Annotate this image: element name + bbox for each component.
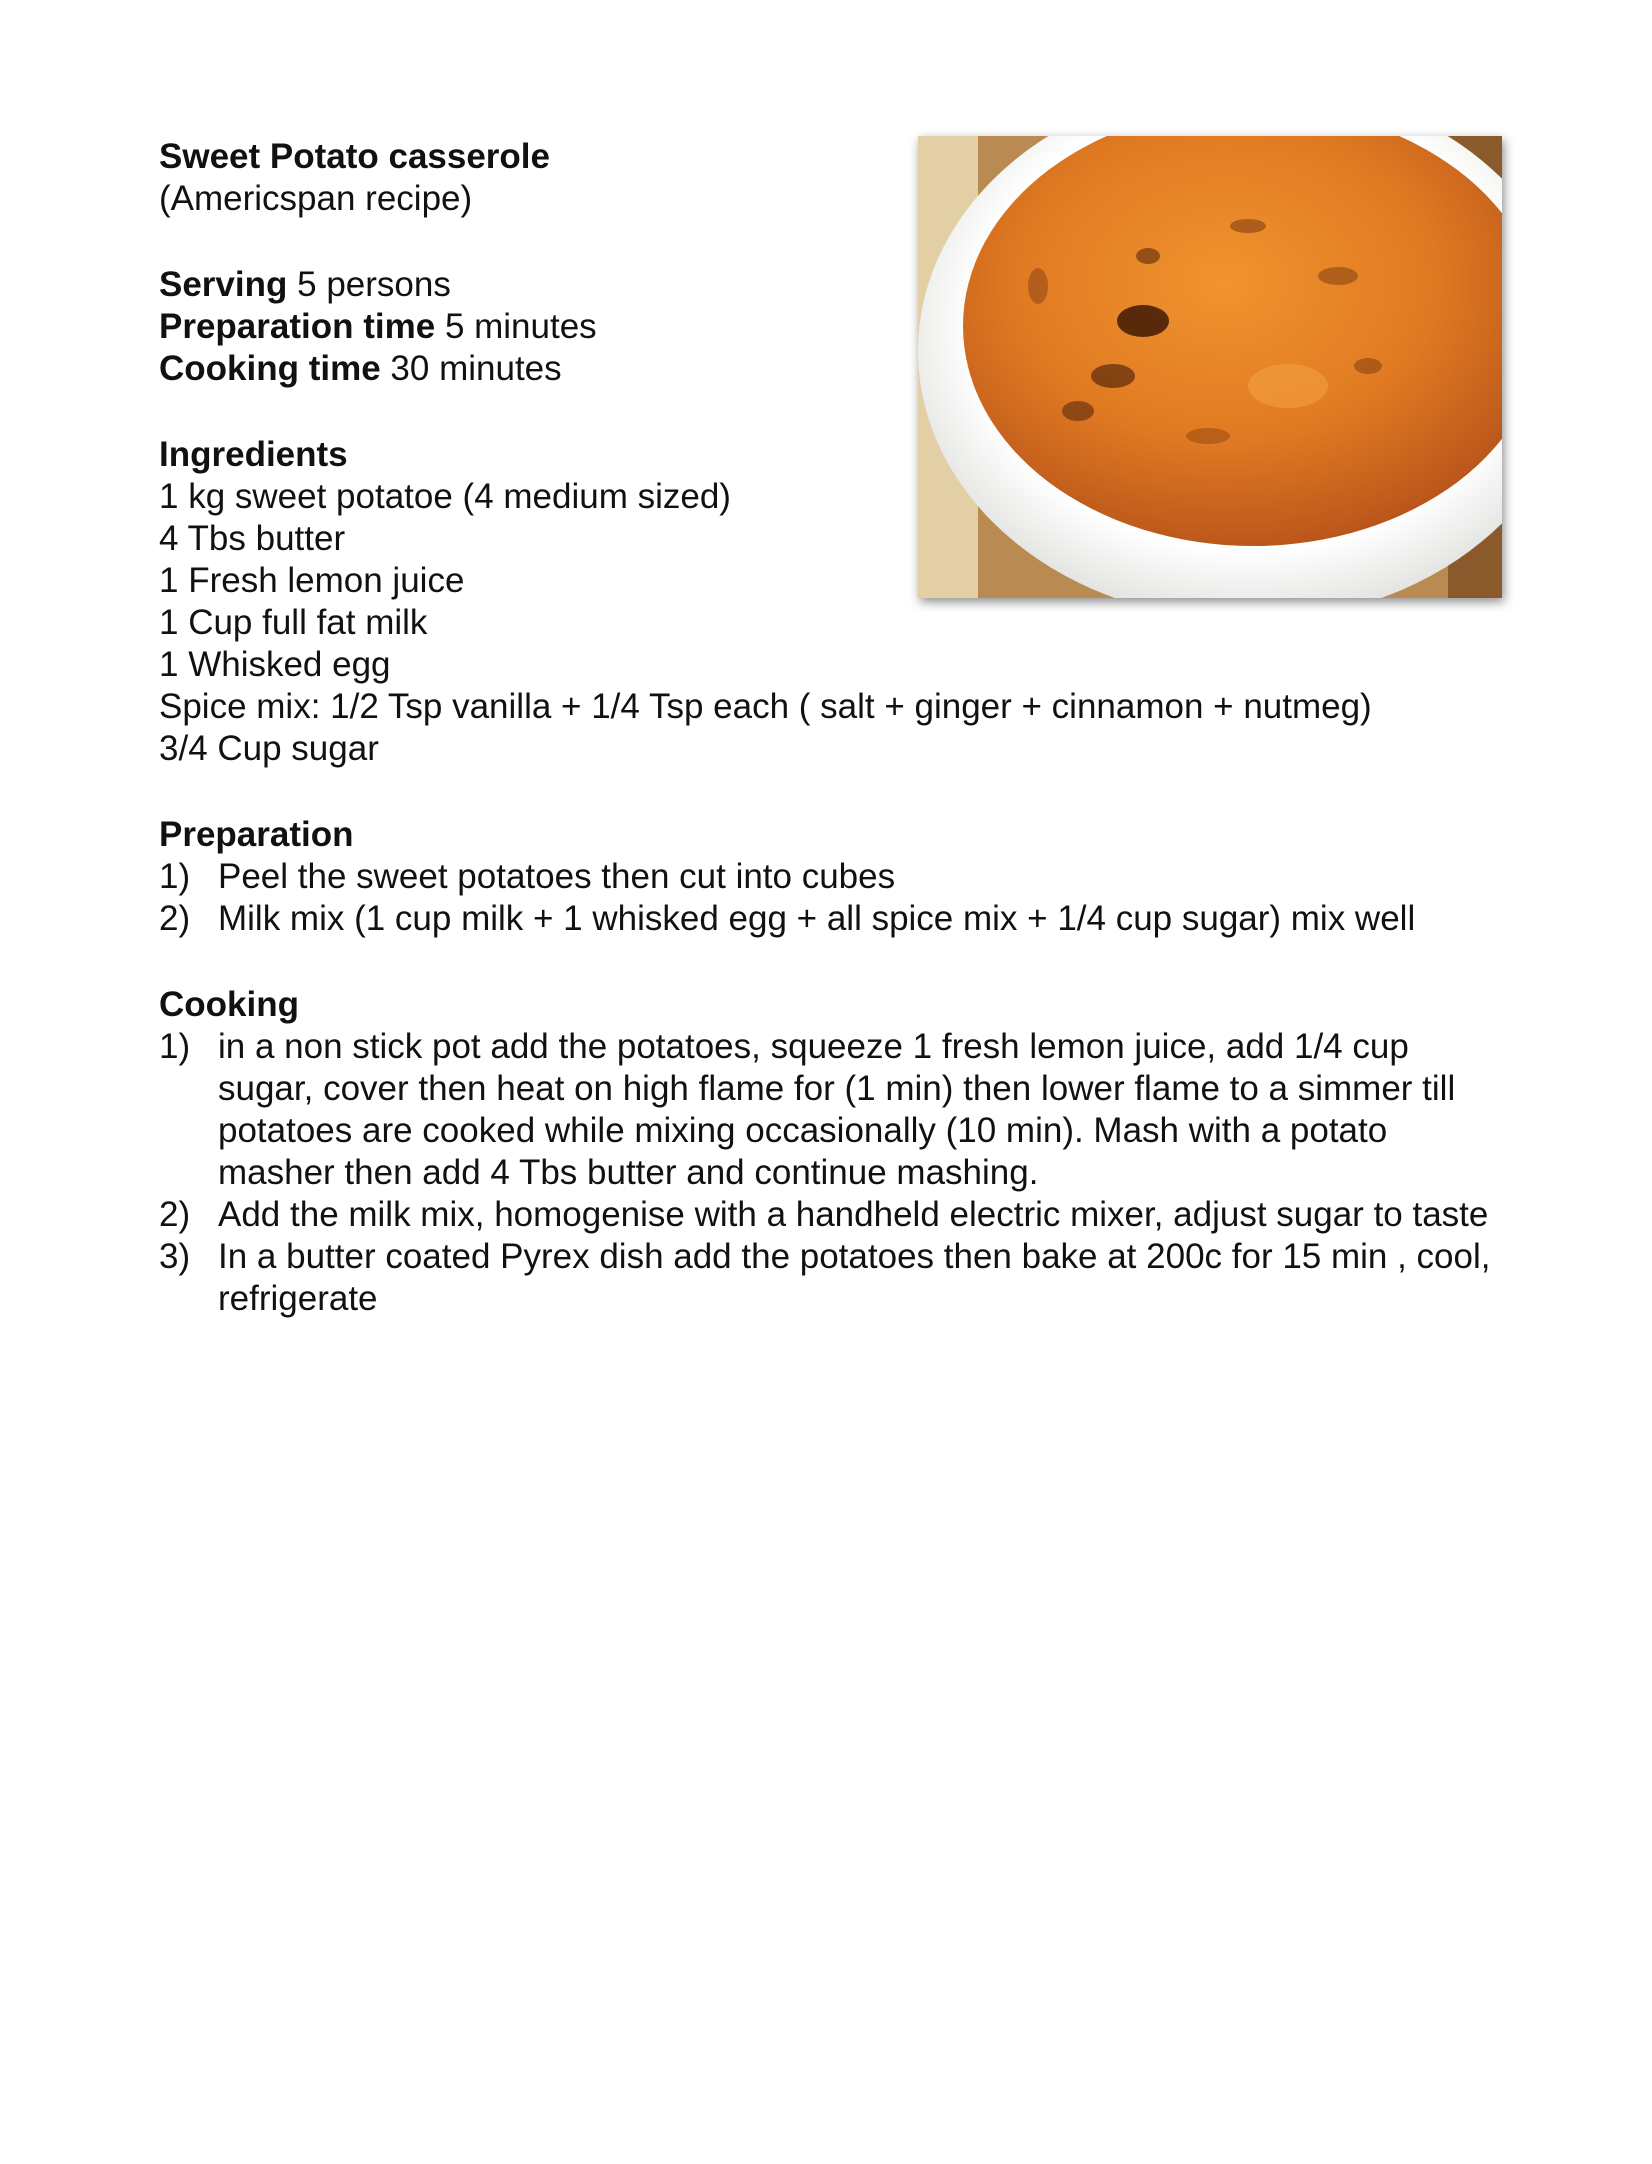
- cooking-step: [159, 1026, 1558, 1194]
- ingredient-item: 3/4 Cup sugar: [159, 729, 379, 768]
- serving-label: Serving: [159, 265, 288, 304]
- prep-time-label: Preparation time: [159, 307, 436, 346]
- serving-value: 5 persons: [297, 265, 451, 304]
- cooking-steps: [159, 1026, 1519, 1320]
- step-number: 3): [159, 1237, 191, 1276]
- ingredient-item: 1 Whisked egg: [159, 645, 391, 684]
- casserole-photo: [918, 136, 1502, 598]
- ingredient-item: 1 kg sweet potatoe (4 medium sized): [159, 477, 731, 516]
- preparation-heading: Preparation: [159, 815, 354, 854]
- prep-time-value: 5 minutes: [444, 307, 597, 346]
- step-number: 1): [159, 1027, 191, 1066]
- preparation-step: [159, 856, 1558, 898]
- step-text: Add the milk mix, homogenise with a handheld electric mixer, adjust sugar to taste: [218, 1195, 1489, 1234]
- ingredient-item: 1 Cup full fat milk: [159, 603, 428, 642]
- step-text: Milk mix (1 cup milk + 1 whisked egg + all spice mix + 1/4 cup sugar) mix well: [218, 899, 1416, 938]
- step-text: In a butter coated Pyrex dish add the potatoes then bake at 200c for 15 min , cool, refrigerate: [218, 1237, 1491, 1318]
- cooking-heading: Cooking: [159, 985, 299, 1024]
- ingredient-item: Spice mix: 1/2 Tsp vanilla + 1/4 Tsp each ( salt + ginger + cinnamon + nutmeg): [159, 687, 1372, 726]
- recipe-subtitle: (Americspan recipe): [159, 179, 473, 218]
- cook-time-value: 30 minutes: [390, 349, 562, 388]
- ingredient-item: 4 Tbs butter: [159, 519, 346, 558]
- cook-time-label: Cooking time: [159, 349, 381, 388]
- cooking-step: [159, 1236, 1558, 1320]
- step-text: in a non stick pot add the potatoes, squeeze 1 fresh lemon juice, add 1/4 cup sugar, cover then heat on high flame for (1 min) then lower flame to a simmer till potatoes are cooked while mixing occasionally (10 min). Mash with a potato masher then add 4 Tbs butter and continue mashing.: [218, 1027, 1456, 1192]
- ingredients-heading: Ingredients: [159, 435, 348, 474]
- step-text: Peel the sweet potatoes then cut into cubes: [218, 857, 896, 896]
- step-number: 2): [159, 1195, 191, 1234]
- step-number: 1): [159, 857, 191, 896]
- recipe-title: Sweet Potato casserole: [159, 137, 550, 176]
- cooking-step: [159, 1194, 1558, 1236]
- ingredient-item: 1 Fresh lemon juice: [159, 561, 465, 600]
- preparation-step: [159, 898, 1558, 940]
- casserole-illustration: [918, 136, 1502, 598]
- preparation-steps: [159, 856, 1519, 940]
- step-number: 2): [159, 899, 191, 938]
